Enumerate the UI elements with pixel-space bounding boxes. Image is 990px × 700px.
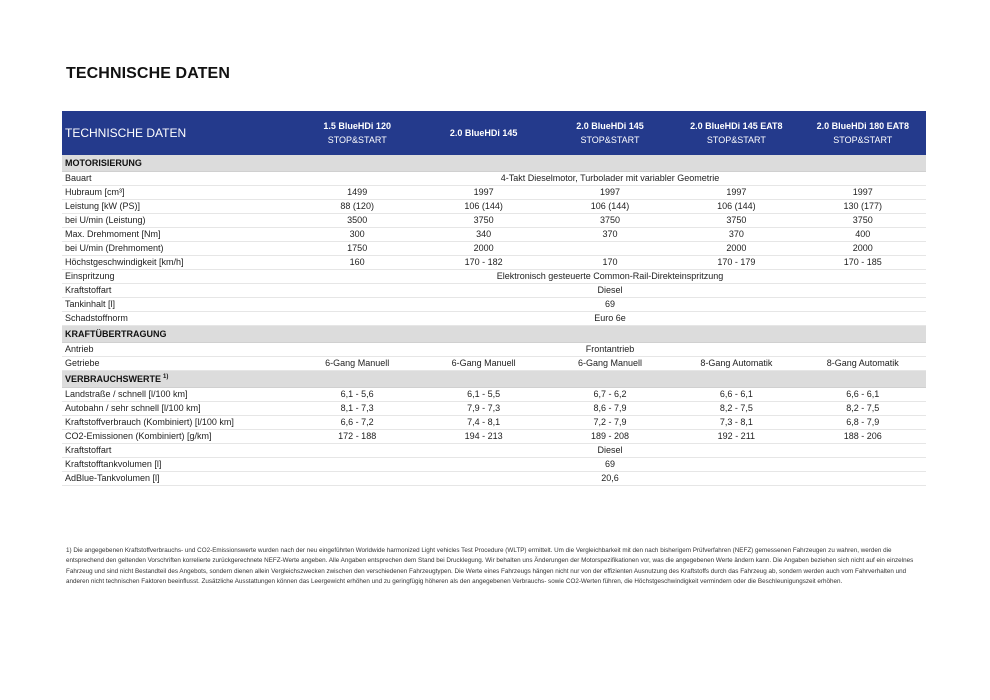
- row-value: 189 - 208: [547, 430, 673, 444]
- row-value: 7,3 - 8,1: [673, 416, 799, 430]
- row-label: bei U/min (Leistung): [62, 214, 294, 228]
- table-row: [62, 343, 926, 357]
- row-value: 6,6 - 6,1: [673, 388, 799, 402]
- table-row: [62, 388, 926, 402]
- row-value: 188 - 206: [800, 430, 926, 444]
- model-name: 1.5 BlueHDi 120: [323, 121, 391, 131]
- row-label: Tankinhalt [l]: [62, 298, 294, 312]
- row-label: Max. Drehmoment [Nm]: [62, 228, 294, 242]
- row-value: 106 (144): [673, 200, 799, 214]
- row-value: 3500: [294, 214, 420, 228]
- footnote-text: 1) Die angegebenen Kraftstoffverbrauchs- und CO2-Emissionswerte wurden nach der neu eingeführten Worldwide harmonized Light vehicles Test Procedure (WLTP) ermittelt. Um die Vergleichbarkeit mit den nach bisherigem Prüfverfahren (NEFZ) gemessenen Fahrzeugen zu wahren, werden die entsprechend den geltenden Vorschriften korrelierte zurückgerechnete NEFZ-Werte angeben. Alle Angaben entsprechen dem Stand bei Drucklegung. Wir behalten uns Änderungen der Motorspezifikationen vor, was die angegebenen Werte ändern kann. Die Angaben beziehen sich nicht auf ein einzelnes Fahrzeug und sind nicht Bestandteil des Angebots, sondern dienen allein Vergleichszwecken zwischen den verschiedenen Fahrzeugtypen. Die Werte eines Fahrzeugs hängen nicht nur von der effizienten Ausnutzung des Kraftstoffs durch das Fahrzeug ab, sondern werden auch vom Fahrverhalten und anderen nicht technischen Faktoren beeinflusst. Zusätzliche Ausstattungen können das Leergewicht erhöhen und zu geringfügig höheren als den angegebenen Verbrauchs- sowie CO2-Werten führen, die Höchstgeschwindigkeit vermindern oder die Beschleunigungszeit erhöhen.: [66, 547, 914, 586]
- row-value: 1997: [800, 186, 926, 200]
- row-value: 1997: [420, 186, 546, 200]
- model-header: [547, 111, 673, 155]
- row-value: 6,6 - 6,1: [800, 388, 926, 402]
- table-row: [62, 186, 926, 200]
- table-row: [62, 200, 926, 214]
- model-header: [800, 111, 926, 155]
- table-row: [62, 214, 926, 228]
- row-label: Kraftstoffart: [62, 444, 294, 458]
- row-value: 2000: [673, 242, 799, 256]
- table-row: [62, 172, 926, 186]
- row-label: bei U/min (Drehmoment): [62, 242, 294, 256]
- row-value: 370: [673, 228, 799, 242]
- model-variant: STOP&START: [327, 135, 387, 145]
- row-value-all-models: 69: [294, 458, 926, 472]
- technical-data-table: [62, 111, 926, 486]
- row-value: 300: [294, 228, 420, 242]
- model-header: [420, 111, 546, 155]
- row-value: 3750: [420, 214, 546, 228]
- section-title-text: VERBRAUCHSWERTE: [65, 374, 162, 384]
- row-value: 170: [547, 256, 673, 270]
- section-title-text: MOTORISIERUNG: [65, 158, 142, 168]
- row-label: Autobahn / sehr schnell [l/100 km]: [62, 402, 294, 416]
- section-title-text: KRAFTÜBERTRAGUNG: [65, 329, 167, 339]
- row-value: 170 - 179: [673, 256, 799, 270]
- row-value-all-models: Diesel: [294, 284, 926, 298]
- model-variant: STOP&START: [580, 135, 640, 145]
- section-header-row: [62, 155, 926, 172]
- row-value: 340: [420, 228, 546, 242]
- row-label: Landstraße / schnell [l/100 km]: [62, 388, 294, 402]
- row-value: 7,4 - 8,1: [420, 416, 546, 430]
- row-value: 172 - 188: [294, 430, 420, 444]
- row-value: 6-Gang Manuell: [294, 357, 420, 371]
- row-value: 130 (177): [800, 200, 926, 214]
- row-value: 8-Gang Automatik: [800, 357, 926, 371]
- section-header-row: [62, 326, 926, 343]
- row-value: 2000: [420, 242, 546, 256]
- row-label: Schadstoffnorm: [62, 312, 294, 326]
- row-value: 6,8 - 7,9: [800, 416, 926, 430]
- row-value: 6,1 - 5,5: [420, 388, 546, 402]
- table-header-label: TECHNISCHE DATEN: [62, 111, 294, 155]
- row-value: 6,7 - 6,2: [547, 388, 673, 402]
- row-value: 6-Gang Manuell: [420, 357, 546, 371]
- table-row: [62, 242, 926, 256]
- table-row: [62, 472, 926, 486]
- row-value: 1750: [294, 242, 420, 256]
- model-name: 2.0 BlueHDi 145: [449, 128, 518, 138]
- table-body: [62, 155, 926, 486]
- section-header-row: [62, 371, 926, 388]
- model-header: [294, 111, 420, 155]
- row-value: 8,2 - 7,5: [800, 402, 926, 416]
- table-row: [62, 270, 926, 284]
- row-value-all-models: 20,6: [294, 472, 926, 486]
- row-label: AdBlue-Tankvolumen [l]: [62, 472, 294, 486]
- model-name: 2.0 BlueHDi 180 EAT8: [816, 121, 909, 131]
- row-value: 1997: [547, 186, 673, 200]
- row-value-all-models: 4-Takt Dieselmotor, Turbolader mit variabler Geometrie: [294, 172, 926, 186]
- table-row: [62, 357, 926, 371]
- row-value: 7,9 - 7,3: [420, 402, 546, 416]
- model-variant: STOP&START: [706, 135, 766, 145]
- row-value: 370: [547, 228, 673, 242]
- row-value: 1499: [294, 186, 420, 200]
- model-name: 2.0 BlueHDi 145 EAT8: [690, 121, 783, 131]
- row-value: 8-Gang Automatik: [673, 357, 799, 371]
- footnote: [66, 546, 928, 588]
- row-label: Einspritzung: [62, 270, 294, 284]
- row-value: 192 - 211: [673, 430, 799, 444]
- row-value-all-models: Elektronisch gesteuerte Common-Rail-Direkteinspritzung: [294, 270, 926, 284]
- table-row: [62, 444, 926, 458]
- row-value: 7,2 - 7,9: [547, 416, 673, 430]
- row-value: [547, 242, 673, 256]
- model-header: [673, 111, 799, 155]
- table-row: [62, 256, 926, 270]
- table-row: [62, 298, 926, 312]
- row-label: Getriebe: [62, 357, 294, 371]
- row-value: 2000: [800, 242, 926, 256]
- row-value-all-models: Euro 6e: [294, 312, 926, 326]
- row-value: 6-Gang Manuell: [547, 357, 673, 371]
- row-label: Höchstgeschwindigkeit [km/h]: [62, 256, 294, 270]
- table-row: [62, 430, 926, 444]
- page-title: TECHNISCHE DATEN: [66, 65, 230, 82]
- row-value: 170 - 182: [420, 256, 546, 270]
- footnote-marker: 1): [163, 374, 169, 380]
- row-value: 6,6 - 7,2: [294, 416, 420, 430]
- row-value: 6,1 - 5,6: [294, 388, 420, 402]
- row-value-all-models: Frontantrieb: [294, 343, 926, 357]
- table-row: [62, 402, 926, 416]
- row-value: 400: [800, 228, 926, 242]
- row-value: 106 (144): [547, 200, 673, 214]
- row-value: 8,2 - 7,5: [673, 402, 799, 416]
- section-title: [62, 371, 926, 388]
- table-row: [62, 312, 926, 326]
- row-label: Hubraum [cm³]: [62, 186, 294, 200]
- row-value: 106 (144): [420, 200, 546, 214]
- row-label: Kraftstofftankvolumen [l]: [62, 458, 294, 472]
- model-variant: STOP&START: [833, 135, 893, 145]
- table-row: [62, 228, 926, 242]
- row-value: 8,1 - 7,3: [294, 402, 420, 416]
- table-row: [62, 458, 926, 472]
- row-value: 3750: [800, 214, 926, 228]
- row-value-all-models: Diesel: [294, 444, 926, 458]
- model-name: 2.0 BlueHDi 145: [576, 121, 644, 131]
- row-value: 88 (120): [294, 200, 420, 214]
- row-value: 1997: [673, 186, 799, 200]
- table-row: [62, 284, 926, 298]
- table-row: [62, 416, 926, 430]
- row-label: Antrieb: [62, 343, 294, 357]
- row-value-all-models: 69: [294, 298, 926, 312]
- row-label: Kraftstoffart: [62, 284, 294, 298]
- row-value: 160: [294, 256, 420, 270]
- row-value: 3750: [673, 214, 799, 228]
- row-label: Leistung [kW (PS)]: [62, 200, 294, 214]
- row-value: 8,6 - 7,9: [547, 402, 673, 416]
- row-label: Bauart: [62, 172, 294, 186]
- row-value: 194 - 213: [420, 430, 546, 444]
- row-label: CO2-Emissionen (Kombiniert) [g/km]: [62, 430, 294, 444]
- row-label: Kraftstoffverbrauch (Kombiniert) [l/100 km]: [62, 416, 294, 430]
- row-value: 170 - 185: [800, 256, 926, 270]
- section-title: [62, 155, 926, 172]
- table-header-row: [62, 111, 926, 155]
- row-value: 3750: [547, 214, 673, 228]
- section-title: [62, 326, 926, 343]
